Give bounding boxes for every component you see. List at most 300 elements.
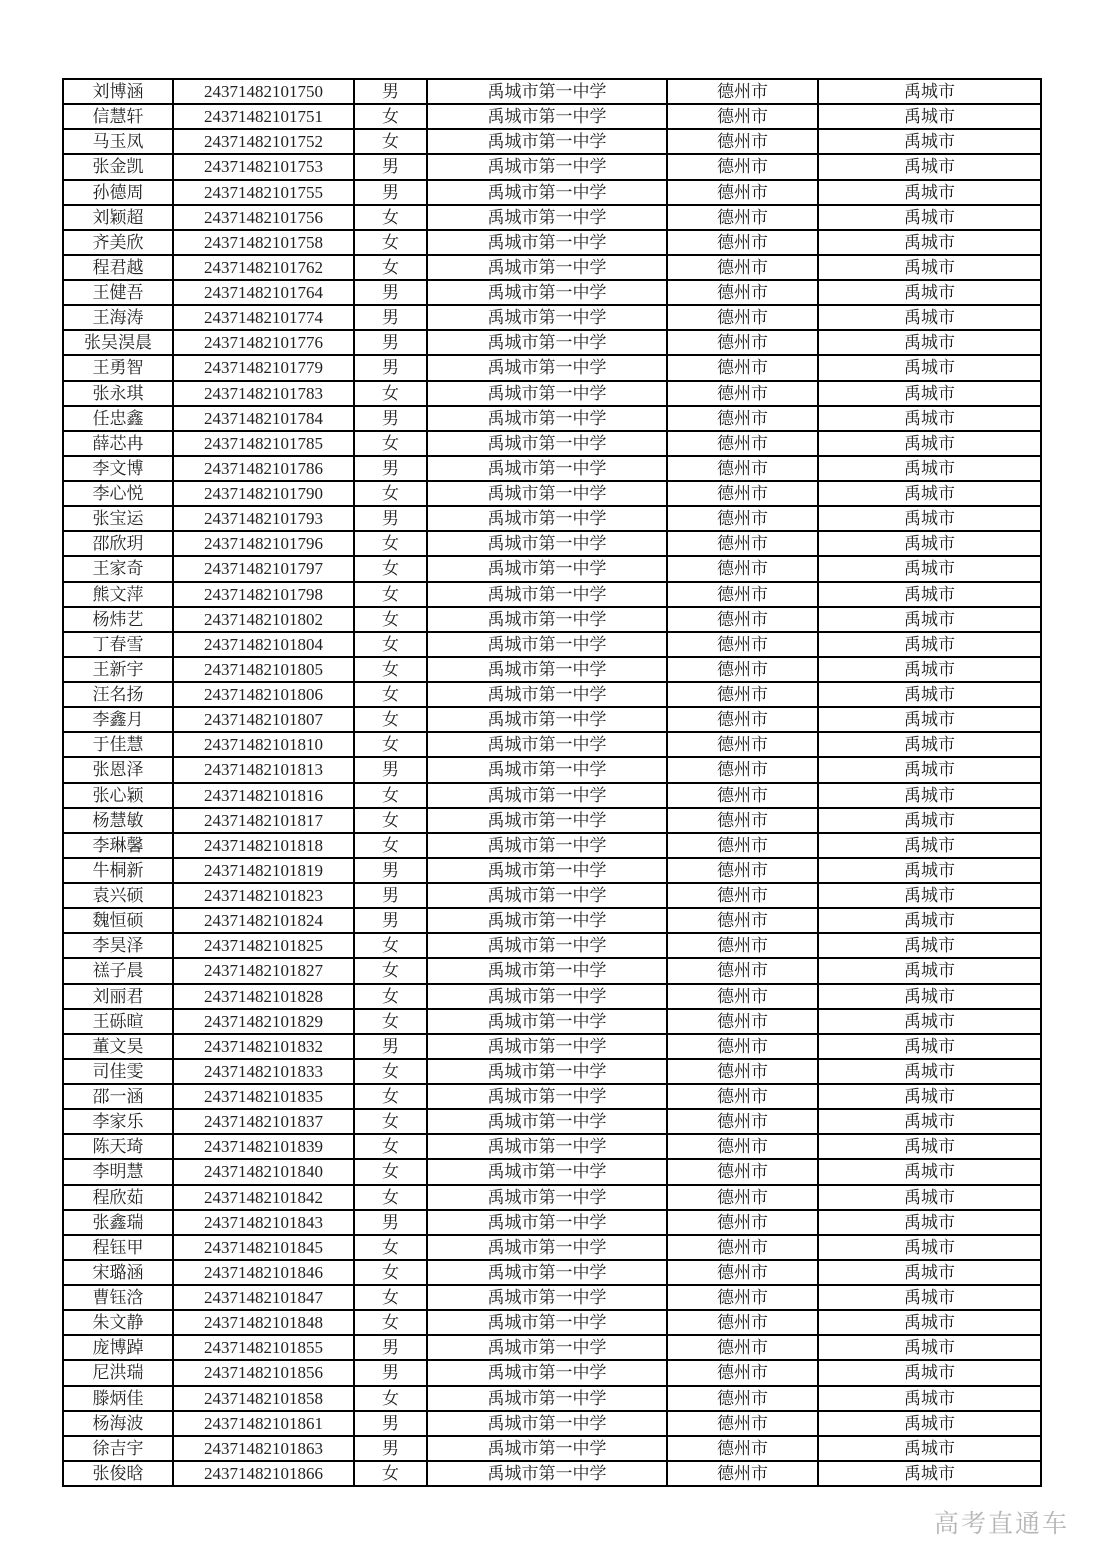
county-cell: 禹城市	[818, 757, 1041, 782]
school-cell: 禹城市第一中学	[427, 1034, 667, 1059]
gender-cell: 女	[354, 531, 427, 556]
gender-cell: 女	[354, 481, 427, 506]
city-cell: 德州市	[667, 79, 818, 104]
school-cell: 禹城市第一中学	[427, 330, 667, 355]
table-row	[63, 1335, 1041, 1360]
city-cell: 德州市	[667, 255, 818, 280]
name-cell: 李心悦	[63, 481, 173, 506]
county-cell: 禹城市	[818, 858, 1041, 883]
exam-id-cell: 24371482101753	[173, 154, 354, 179]
name-cell: 张永琪	[63, 381, 173, 406]
name-cell: 程欣茹	[63, 1185, 173, 1210]
table-row	[63, 632, 1041, 657]
table-row	[63, 833, 1041, 858]
city-cell: 德州市	[667, 933, 818, 958]
city-cell: 德州市	[667, 1185, 818, 1210]
city-cell: 德州市	[667, 1310, 818, 1335]
gender-cell: 男	[354, 1210, 427, 1235]
exam-id-cell: 24371482101846	[173, 1260, 354, 1285]
gender-cell: 男	[354, 883, 427, 908]
exam-id-cell: 24371482101802	[173, 607, 354, 632]
school-cell: 禹城市第一中学	[427, 230, 667, 255]
name-cell: 王海涛	[63, 305, 173, 330]
city-cell: 德州市	[667, 707, 818, 732]
name-cell: 李琳馨	[63, 833, 173, 858]
school-cell: 禹城市第一中学	[427, 381, 667, 406]
table-row	[63, 154, 1041, 179]
table-row	[63, 1436, 1041, 1461]
table-row	[63, 355, 1041, 380]
gender-cell: 男	[354, 1335, 427, 1360]
gender-cell: 男	[354, 1411, 427, 1436]
school-cell: 禹城市第一中学	[427, 1210, 667, 1235]
table-row	[63, 1310, 1041, 1335]
gender-cell: 男	[354, 355, 427, 380]
exam-id-cell: 24371482101776	[173, 330, 354, 355]
name-cell: 张吴淏晨	[63, 330, 173, 355]
city-cell: 德州市	[667, 1034, 818, 1059]
county-cell: 禹城市	[818, 607, 1041, 632]
school-cell: 禹城市第一中学	[427, 1185, 667, 1210]
city-cell: 德州市	[667, 280, 818, 305]
table-row	[63, 205, 1041, 230]
table-row	[63, 406, 1041, 431]
county-cell: 禹城市	[818, 330, 1041, 355]
name-cell: 汪名扬	[63, 682, 173, 707]
city-cell: 德州市	[667, 757, 818, 782]
name-cell: 王家奇	[63, 556, 173, 581]
county-cell: 禹城市	[818, 1436, 1041, 1461]
school-cell: 禹城市第一中学	[427, 104, 667, 129]
city-cell: 德州市	[667, 406, 818, 431]
city-cell: 德州市	[667, 355, 818, 380]
city-cell: 德州市	[667, 481, 818, 506]
county-cell: 禹城市	[818, 305, 1041, 330]
county-cell: 禹城市	[818, 104, 1041, 129]
county-cell: 禹城市	[818, 833, 1041, 858]
gender-cell: 男	[354, 79, 427, 104]
name-cell: 刘博涵	[63, 79, 173, 104]
table-row	[63, 984, 1041, 1009]
exam-id-cell: 24371482101858	[173, 1386, 354, 1411]
school-cell: 禹城市第一中学	[427, 808, 667, 833]
city-cell: 德州市	[667, 1084, 818, 1109]
table-row	[63, 1084, 1041, 1109]
county-cell: 禹城市	[818, 1461, 1041, 1486]
school-cell: 禹城市第一中学	[427, 1335, 667, 1360]
city-cell: 德州市	[667, 1411, 818, 1436]
county-cell: 禹城市	[818, 908, 1041, 933]
table-row	[63, 1159, 1041, 1184]
city-cell: 德州市	[667, 607, 818, 632]
county-cell: 禹城市	[818, 1109, 1041, 1134]
table-row	[63, 1109, 1041, 1134]
county-cell: 禹城市	[818, 205, 1041, 230]
city-cell: 德州市	[667, 104, 818, 129]
city-cell: 德州市	[667, 1285, 818, 1310]
city-cell: 德州市	[667, 1059, 818, 1084]
name-cell: 任忠鑫	[63, 406, 173, 431]
table-row	[63, 230, 1041, 255]
county-cell: 禹城市	[818, 1009, 1041, 1034]
exam-id-cell: 24371482101837	[173, 1109, 354, 1134]
name-cell: 程钰甲	[63, 1235, 173, 1260]
exam-id-cell: 24371482101758	[173, 230, 354, 255]
gender-cell: 女	[354, 732, 427, 757]
name-cell: 李明慧	[63, 1159, 173, 1184]
watermark-text: 高考直通车	[933, 1511, 1069, 1538]
county-cell: 禹城市	[818, 1386, 1041, 1411]
gender-cell: 女	[354, 205, 427, 230]
table-row	[63, 582, 1041, 607]
table-row	[63, 1411, 1041, 1436]
exam-id-cell: 24371482101866	[173, 1461, 354, 1486]
exam-id-cell: 24371482101847	[173, 1285, 354, 1310]
table-row	[63, 255, 1041, 280]
school-cell: 禹城市第一中学	[427, 632, 667, 657]
exam-id-cell: 24371482101816	[173, 783, 354, 808]
name-cell: 董文昊	[63, 1034, 173, 1059]
school-cell: 禹城市第一中学	[427, 657, 667, 682]
table-row	[63, 783, 1041, 808]
gender-cell: 男	[354, 908, 427, 933]
gender-cell: 女	[354, 607, 427, 632]
city-cell: 德州市	[667, 431, 818, 456]
city-cell: 德州市	[667, 1335, 818, 1360]
name-cell: 宋璐涵	[63, 1260, 173, 1285]
county-cell: 禹城市	[818, 933, 1041, 958]
county-cell: 禹城市	[818, 582, 1041, 607]
school-cell: 禹城市第一中学	[427, 783, 667, 808]
name-cell: 邵一涵	[63, 1084, 173, 1109]
name-cell: 杨慧敏	[63, 808, 173, 833]
exam-id-cell: 24371482101774	[173, 305, 354, 330]
table-row	[63, 757, 1041, 782]
city-cell: 德州市	[667, 531, 818, 556]
exam-id-cell: 24371482101796	[173, 531, 354, 556]
exam-id-cell: 24371482101843	[173, 1210, 354, 1235]
exam-id-cell: 24371482101842	[173, 1185, 354, 1210]
city-cell: 德州市	[667, 205, 818, 230]
exam-id-cell: 24371482101797	[173, 556, 354, 581]
gender-cell: 女	[354, 381, 427, 406]
exam-id-cell: 24371482101845	[173, 1235, 354, 1260]
gender-cell: 男	[354, 858, 427, 883]
county-cell: 禹城市	[818, 481, 1041, 506]
city-cell: 德州市	[667, 456, 818, 481]
county-cell: 禹城市	[818, 984, 1041, 1009]
exam-id-cell: 24371482101856	[173, 1360, 354, 1385]
exam-id-cell: 24371482101833	[173, 1059, 354, 1084]
city-cell: 德州市	[667, 1109, 818, 1134]
gender-cell: 男	[354, 1360, 427, 1385]
county-cell: 禹城市	[818, 682, 1041, 707]
table-row	[63, 1461, 1041, 1486]
city-cell: 德州市	[667, 1009, 818, 1034]
exam-id-cell: 24371482101784	[173, 406, 354, 431]
county-cell: 禹城市	[818, 506, 1041, 531]
exam-id-cell: 24371482101810	[173, 732, 354, 757]
city-cell: 德州市	[667, 883, 818, 908]
school-cell: 禹城市第一中学	[427, 355, 667, 380]
school-cell: 禹城市第一中学	[427, 908, 667, 933]
school-cell: 禹城市第一中学	[427, 406, 667, 431]
name-cell: 程君越	[63, 255, 173, 280]
city-cell: 德州市	[667, 732, 818, 757]
gender-cell: 女	[354, 632, 427, 657]
county-cell: 禹城市	[818, 1210, 1041, 1235]
county-cell: 禹城市	[818, 531, 1041, 556]
gender-cell: 女	[354, 933, 427, 958]
name-cell: 张宝运	[63, 506, 173, 531]
school-cell: 禹城市第一中学	[427, 1411, 667, 1436]
county-cell: 禹城市	[818, 1134, 1041, 1159]
exam-id-cell: 24371482101785	[173, 431, 354, 456]
gender-cell: 女	[354, 1109, 427, 1134]
county-cell: 禹城市	[818, 431, 1041, 456]
gender-cell: 女	[354, 657, 427, 682]
gender-cell: 女	[354, 230, 427, 255]
table-row	[63, 1185, 1041, 1210]
county-cell: 禹城市	[818, 406, 1041, 431]
school-cell: 禹城市第一中学	[427, 154, 667, 179]
table-row	[63, 531, 1041, 556]
gender-cell: 女	[354, 707, 427, 732]
school-cell: 禹城市第一中学	[427, 984, 667, 1009]
county-cell: 禹城市	[818, 556, 1041, 581]
exam-id-cell: 24371482101750	[173, 79, 354, 104]
county-cell: 禹城市	[818, 1285, 1041, 1310]
name-cell: 李鑫月	[63, 707, 173, 732]
city-cell: 德州市	[667, 506, 818, 531]
name-cell: 李昊泽	[63, 933, 173, 958]
exam-id-cell: 24371482101848	[173, 1310, 354, 1335]
table-row	[63, 1134, 1041, 1159]
school-cell: 禹城市第一中学	[427, 858, 667, 883]
city-cell: 德州市	[667, 230, 818, 255]
county-cell: 禹城市	[818, 355, 1041, 380]
exam-id-cell: 24371482101829	[173, 1009, 354, 1034]
school-cell: 禹城市第一中学	[427, 481, 667, 506]
school-cell: 禹城市第一中学	[427, 1461, 667, 1486]
city-cell: 德州市	[667, 1134, 818, 1159]
exam-id-cell: 24371482101752	[173, 129, 354, 154]
gender-cell: 女	[354, 1310, 427, 1335]
table-row	[63, 707, 1041, 732]
name-cell: 朱文静	[63, 1310, 173, 1335]
gender-cell: 男	[354, 1034, 427, 1059]
school-cell: 禹城市第一中学	[427, 958, 667, 983]
exam-id-cell: 24371482101793	[173, 506, 354, 531]
gender-cell: 女	[354, 682, 427, 707]
county-cell: 禹城市	[818, 381, 1041, 406]
table-row	[63, 732, 1041, 757]
county-cell: 禹城市	[818, 129, 1041, 154]
school-cell: 禹城市第一中学	[427, 757, 667, 782]
school-cell: 禹城市第一中学	[427, 1235, 667, 1260]
table-row	[63, 79, 1041, 104]
city-cell: 德州市	[667, 958, 818, 983]
gender-cell: 男	[354, 154, 427, 179]
county-cell: 禹城市	[818, 180, 1041, 205]
county-cell: 禹城市	[818, 1185, 1041, 1210]
exam-id-cell: 24371482101835	[173, 1084, 354, 1109]
city-cell: 德州市	[667, 1235, 818, 1260]
city-cell: 德州市	[667, 330, 818, 355]
name-cell: 齐美欣	[63, 230, 173, 255]
gender-cell: 男	[354, 330, 427, 355]
city-cell: 德州市	[667, 556, 818, 581]
city-cell: 德州市	[667, 381, 818, 406]
name-cell: 杨海波	[63, 1411, 173, 1436]
city-cell: 德州市	[667, 582, 818, 607]
name-cell: 司佳雯	[63, 1059, 173, 1084]
school-cell: 禹城市第一中学	[427, 607, 667, 632]
name-cell: 薛芯冉	[63, 431, 173, 456]
school-cell: 禹城市第一中学	[427, 506, 667, 531]
name-cell: 牛桐新	[63, 858, 173, 883]
city-cell: 德州市	[667, 129, 818, 154]
table-row	[63, 933, 1041, 958]
school-cell: 禹城市第一中学	[427, 305, 667, 330]
county-cell: 禹城市	[818, 883, 1041, 908]
gender-cell: 女	[354, 783, 427, 808]
school-cell: 禹城市第一中学	[427, 1260, 667, 1285]
gender-cell: 女	[354, 1185, 427, 1210]
exam-id-cell: 24371482101825	[173, 933, 354, 958]
table-row	[63, 682, 1041, 707]
county-cell: 禹城市	[818, 783, 1041, 808]
exam-id-cell: 24371482101818	[173, 833, 354, 858]
exam-id-cell: 24371482101863	[173, 1436, 354, 1461]
county-cell: 禹城市	[818, 958, 1041, 983]
gender-cell: 女	[354, 1235, 427, 1260]
name-cell: 熊文萍	[63, 582, 173, 607]
gender-cell: 女	[354, 984, 427, 1009]
exam-id-cell: 24371482101755	[173, 180, 354, 205]
school-cell: 禹城市第一中学	[427, 1109, 667, 1134]
school-cell: 禹城市第一中学	[427, 1386, 667, 1411]
table-row	[63, 1210, 1041, 1235]
city-cell: 德州市	[667, 682, 818, 707]
table-row	[63, 481, 1041, 506]
county-cell: 禹城市	[818, 707, 1041, 732]
school-cell: 禹城市第一中学	[427, 129, 667, 154]
table-row	[63, 908, 1041, 933]
city-cell: 德州市	[667, 1260, 818, 1285]
gender-cell: 女	[354, 1260, 427, 1285]
school-cell: 禹城市第一中学	[427, 1084, 667, 1109]
table-row	[63, 1235, 1041, 1260]
gender-cell: 男	[354, 406, 427, 431]
exam-id-cell: 24371482101806	[173, 682, 354, 707]
table-row	[63, 808, 1041, 833]
table-row	[63, 431, 1041, 456]
school-cell: 禹城市第一中学	[427, 456, 667, 481]
table-row	[63, 104, 1041, 129]
table-row	[63, 1034, 1041, 1059]
city-cell: 德州市	[667, 1386, 818, 1411]
gender-cell: 女	[354, 1386, 427, 1411]
city-cell: 德州市	[667, 833, 818, 858]
school-cell: 禹城市第一中学	[427, 883, 667, 908]
table-row	[63, 1059, 1041, 1084]
gender-cell: 女	[354, 1084, 427, 1109]
gender-cell: 女	[354, 556, 427, 581]
county-cell: 禹城市	[818, 456, 1041, 481]
name-cell: 曹钰浛	[63, 1285, 173, 1310]
name-cell: 张金凯	[63, 154, 173, 179]
name-cell: 丁春雪	[63, 632, 173, 657]
city-cell: 德州市	[667, 783, 818, 808]
name-cell: 徐吉宇	[63, 1436, 173, 1461]
name-cell: 王砾暄	[63, 1009, 173, 1034]
county-cell: 禹城市	[818, 632, 1041, 657]
exam-id-cell: 24371482101819	[173, 858, 354, 883]
table-row	[63, 1360, 1041, 1385]
table-row	[63, 1260, 1041, 1285]
table-row	[63, 556, 1041, 581]
school-cell: 禹城市第一中学	[427, 556, 667, 581]
gender-cell: 女	[354, 1285, 427, 1310]
exam-id-cell: 24371482101764	[173, 280, 354, 305]
gender-cell: 女	[354, 255, 427, 280]
city-cell: 德州市	[667, 154, 818, 179]
county-cell: 禹城市	[818, 1059, 1041, 1084]
name-cell: 袁兴硕	[63, 883, 173, 908]
name-cell: 李家乐	[63, 1109, 173, 1134]
name-cell: 禚子晨	[63, 958, 173, 983]
city-cell: 德州市	[667, 908, 818, 933]
county-cell: 禹城市	[818, 280, 1041, 305]
county-cell: 禹城市	[818, 230, 1041, 255]
name-cell: 尼洪瑞	[63, 1360, 173, 1385]
name-cell: 庞博踔	[63, 1335, 173, 1360]
exam-id-cell: 24371482101762	[173, 255, 354, 280]
county-cell: 禹城市	[818, 1260, 1041, 1285]
county-cell: 禹城市	[818, 732, 1041, 757]
gender-cell: 女	[354, 129, 427, 154]
county-cell: 禹城市	[818, 1360, 1041, 1385]
name-cell: 张心颖	[63, 783, 173, 808]
gender-cell: 女	[354, 1009, 427, 1034]
gender-cell: 女	[354, 958, 427, 983]
school-cell: 禹城市第一中学	[427, 933, 667, 958]
school-cell: 禹城市第一中学	[427, 732, 667, 757]
exam-id-cell: 24371482101861	[173, 1411, 354, 1436]
table-row	[63, 280, 1041, 305]
name-cell: 魏恒硕	[63, 908, 173, 933]
school-cell: 禹城市第一中学	[427, 1134, 667, 1159]
table-row	[63, 1009, 1041, 1034]
gender-cell: 女	[354, 1134, 427, 1159]
gender-cell: 男	[354, 506, 427, 531]
city-cell: 德州市	[667, 657, 818, 682]
exam-id-cell: 24371482101779	[173, 355, 354, 380]
table-row	[63, 657, 1041, 682]
city-cell: 德州市	[667, 858, 818, 883]
name-cell: 孙德周	[63, 180, 173, 205]
gender-cell: 男	[354, 456, 427, 481]
name-cell: 杨炜艺	[63, 607, 173, 632]
name-cell: 张恩泽	[63, 757, 173, 782]
school-cell: 禹城市第一中学	[427, 833, 667, 858]
table-row	[63, 305, 1041, 330]
table-row	[63, 456, 1041, 481]
city-cell: 德州市	[667, 808, 818, 833]
name-cell: 陈天琦	[63, 1134, 173, 1159]
city-cell: 德州市	[667, 1210, 818, 1235]
